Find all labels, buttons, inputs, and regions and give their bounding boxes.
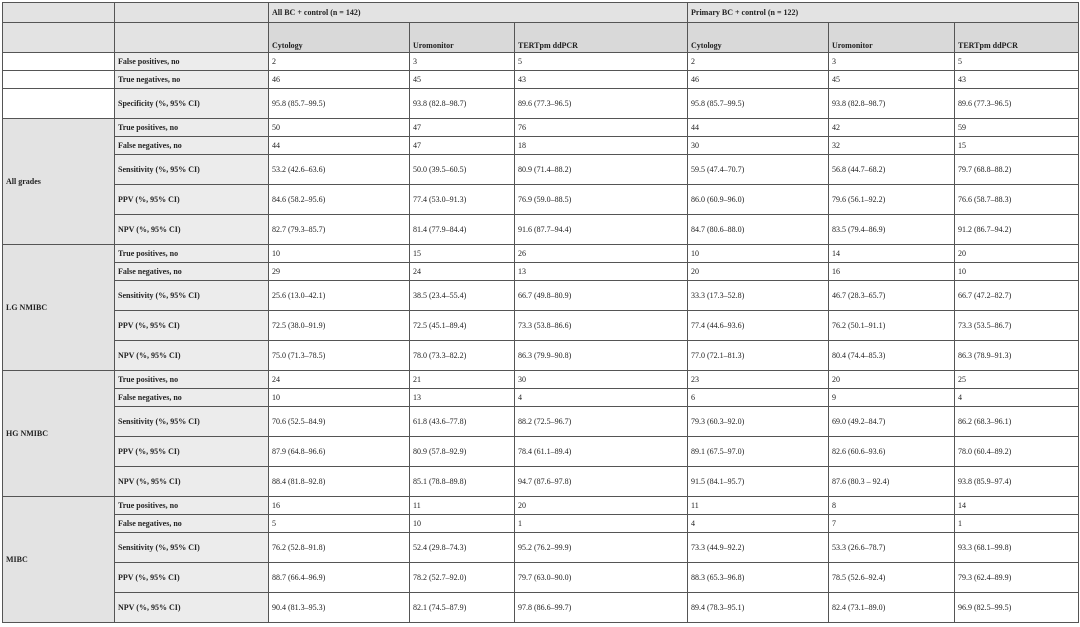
data-cell: 30 — [515, 371, 688, 389]
data-cell: 80.9 (71.4–88.2) — [515, 155, 688, 185]
data-cell: 88.2 (72.5–96.7) — [515, 407, 688, 437]
data-cell: 79.7 (68.8–88.2) — [955, 155, 1079, 185]
table-row — [3, 89, 1079, 119]
data-cell: 20 — [688, 263, 829, 281]
data-cell: 84.6 (58.2–95.6) — [269, 185, 410, 215]
column-header: Uromonitor — [829, 23, 955, 53]
data-cell: 56.8 (44.7–68.2) — [829, 155, 955, 185]
data-cell: 13 — [515, 263, 688, 281]
data-cell: 45 — [410, 71, 515, 89]
data-cell: 13 — [410, 389, 515, 407]
data-cell: 66.7 (49.8–80.9) — [515, 281, 688, 311]
data-cell: 32 — [829, 137, 955, 155]
data-cell: 87.6 (80.3 – 92.4) — [829, 467, 955, 497]
table-row — [3, 563, 1079, 593]
table-row — [3, 533, 1079, 563]
data-cell: 86.2 (68.3–96.1) — [955, 407, 1079, 437]
data-cell: 86.0 (60.9–96.0) — [688, 185, 829, 215]
data-cell: 83.5 (79.4–86.9) — [829, 215, 955, 245]
column-header: Cytology — [688, 23, 829, 53]
row-label: False negatives, no — [115, 263, 269, 281]
data-cell: 77.4 (53.0–91.3) — [410, 185, 515, 215]
data-cell: 45 — [829, 71, 955, 89]
data-cell: 8 — [829, 497, 955, 515]
data-cell: 91.5 (84.1–95.7) — [688, 467, 829, 497]
data-cell: 93.8 (85.9–97.4) — [955, 467, 1079, 497]
row-group-blank — [3, 53, 115, 71]
data-cell: 72.5 (38.0–91.9) — [269, 311, 410, 341]
data-cell: 3 — [410, 53, 515, 71]
data-cell: 88.7 (66.4–96.9) — [269, 563, 410, 593]
data-cell: 79.7 (63.0–90.0) — [515, 563, 688, 593]
results-table-container — [2, 2, 1078, 623]
table-row — [3, 371, 1079, 389]
data-cell: 82.7 (79.3–85.7) — [269, 215, 410, 245]
data-cell: 95.2 (76.2–99.9) — [515, 533, 688, 563]
data-cell: 33.3 (17.3–52.8) — [688, 281, 829, 311]
data-cell: 77.4 (44.6–93.6) — [688, 311, 829, 341]
data-cell: 29 — [269, 263, 410, 281]
data-cell: 93.8 (82.8–98.7) — [410, 89, 515, 119]
header-row-columns — [3, 23, 1079, 53]
data-cell: 75.0 (71.3–78.5) — [269, 341, 410, 371]
data-cell: 76.6 (58.7–88.3) — [955, 185, 1079, 215]
data-cell: 20 — [955, 245, 1079, 263]
column-header: TERTpm ddPCR — [955, 23, 1079, 53]
data-cell: 95.8 (85.7–99.5) — [269, 89, 410, 119]
data-cell: 25 — [955, 371, 1079, 389]
row-group-label: HG NMIBC — [3, 371, 115, 497]
data-cell: 76.9 (59.0–88.5) — [515, 185, 688, 215]
data-cell: 90.4 (81.3–95.3) — [269, 593, 410, 623]
table-row — [3, 137, 1079, 155]
data-cell: 66.7 (47.2–82.7) — [955, 281, 1079, 311]
data-cell: 73.3 (44.9–92.2) — [688, 533, 829, 563]
row-group-label: MIBC — [3, 497, 115, 623]
data-cell: 4 — [515, 389, 688, 407]
results-table — [2, 2, 1079, 623]
table-row — [3, 119, 1079, 137]
header-blank-cell — [115, 3, 269, 23]
data-cell: 46 — [269, 71, 410, 89]
header-group-all-bc: All BC + control (n = 142) — [269, 3, 688, 23]
data-cell: 11 — [410, 497, 515, 515]
row-label: NPV (%, 95% CI) — [115, 341, 269, 371]
data-cell: 47 — [410, 119, 515, 137]
row-group-label: LG NMIBC — [3, 245, 115, 371]
data-cell: 70.6 (52.5–84.9) — [269, 407, 410, 437]
data-cell: 82.1 (74.5–87.9) — [410, 593, 515, 623]
data-cell: 25.6 (13.0–42.1) — [269, 281, 410, 311]
row-label: PPV (%, 95% CI) — [115, 185, 269, 215]
row-label: PPV (%, 95% CI) — [115, 311, 269, 341]
data-cell: 78.0 (60.4–89.2) — [955, 437, 1079, 467]
table-row — [3, 593, 1079, 623]
data-cell: 85.1 (78.8–89.8) — [410, 467, 515, 497]
data-cell: 79.3 (60.3–92.0) — [688, 407, 829, 437]
table-row — [3, 71, 1079, 89]
table-row — [3, 467, 1079, 497]
data-cell: 77.0 (72.1–81.3) — [688, 341, 829, 371]
data-cell: 16 — [829, 263, 955, 281]
row-label: NPV (%, 95% CI) — [115, 215, 269, 245]
data-cell: 91.2 (86.7–94.2) — [955, 215, 1079, 245]
data-cell: 88.4 (81.8–92.8) — [269, 467, 410, 497]
data-cell: 86.3 (79.9–90.8) — [515, 341, 688, 371]
data-cell: 11 — [688, 497, 829, 515]
table-row — [3, 437, 1079, 467]
data-cell: 50 — [269, 119, 410, 137]
header-group-primary-bc: Primary BC + control (n = 122) — [688, 3, 1079, 23]
row-group-label: All grades — [3, 119, 115, 245]
data-cell: 96.9 (82.5–99.5) — [955, 593, 1079, 623]
row-label: Specificity (%, 95% CI) — [115, 89, 269, 119]
data-cell: 44 — [269, 137, 410, 155]
data-cell: 30 — [688, 137, 829, 155]
data-cell: 89.6 (77.3–96.5) — [955, 89, 1079, 119]
data-cell: 95.8 (85.7–99.5) — [688, 89, 829, 119]
table-row — [3, 281, 1079, 311]
data-cell: 10 — [688, 245, 829, 263]
table-row — [3, 311, 1079, 341]
data-cell: 78.5 (52.6–92.4) — [829, 563, 955, 593]
row-label: True positives, no — [115, 497, 269, 515]
data-cell: 5 — [515, 53, 688, 71]
data-cell: 84.7 (80.6–88.0) — [688, 215, 829, 245]
data-cell: 6 — [688, 389, 829, 407]
data-cell: 42 — [829, 119, 955, 137]
row-group-blank — [3, 71, 115, 89]
column-header: Uromonitor — [410, 23, 515, 53]
row-label: PPV (%, 95% CI) — [115, 437, 269, 467]
data-cell: 18 — [515, 137, 688, 155]
data-cell: 94.7 (87.6–97.8) — [515, 467, 688, 497]
data-cell: 59 — [955, 119, 1079, 137]
data-cell: 79.3 (62.4–89.9) — [955, 563, 1079, 593]
table-row — [3, 389, 1079, 407]
data-cell: 61.8 (43.6–77.8) — [410, 407, 515, 437]
data-cell: 78.0 (73.3–82.2) — [410, 341, 515, 371]
table-row — [3, 341, 1079, 371]
data-cell: 53.3 (26.6–78.7) — [829, 533, 955, 563]
column-header: TERTpm ddPCR — [515, 23, 688, 53]
data-cell: 5 — [955, 53, 1079, 71]
header-blank-cell — [115, 23, 269, 53]
table-row — [3, 185, 1079, 215]
data-cell: 1 — [515, 515, 688, 533]
row-label: False positives, no — [115, 53, 269, 71]
data-cell: 52.4 (29.8–74.3) — [410, 533, 515, 563]
row-label: NPV (%, 95% CI) — [115, 467, 269, 497]
data-cell: 88.3 (65.3–96.8) — [688, 563, 829, 593]
data-cell: 15 — [410, 245, 515, 263]
data-cell: 10 — [269, 245, 410, 263]
header-blank-cell — [3, 3, 115, 23]
data-cell: 80.9 (57.8–92.9) — [410, 437, 515, 467]
data-cell: 93.8 (82.8–98.7) — [829, 89, 955, 119]
header-blank-cell — [3, 23, 115, 53]
data-cell: 87.9 (64.8–96.6) — [269, 437, 410, 467]
data-cell: 24 — [410, 263, 515, 281]
data-cell: 82.4 (73.1–89.0) — [829, 593, 955, 623]
data-cell: 79.6 (56.1–92.2) — [829, 185, 955, 215]
row-label: False negatives, no — [115, 389, 269, 407]
row-label: False negatives, no — [115, 515, 269, 533]
data-cell: 7 — [829, 515, 955, 533]
data-cell: 91.6 (87.7–94.4) — [515, 215, 688, 245]
data-cell: 5 — [269, 515, 410, 533]
data-cell: 78.2 (52.7–92.0) — [410, 563, 515, 593]
table-row — [3, 497, 1079, 515]
data-cell: 72.5 (45.1–89.4) — [410, 311, 515, 341]
data-cell: 24 — [269, 371, 410, 389]
data-cell: 82.6 (60.6–93.6) — [829, 437, 955, 467]
table-row — [3, 53, 1079, 71]
data-cell: 21 — [410, 371, 515, 389]
row-label: PPV (%, 95% CI) — [115, 563, 269, 593]
data-cell: 44 — [688, 119, 829, 137]
data-cell: 81.4 (77.9–84.4) — [410, 215, 515, 245]
data-cell: 86.3 (78.9–91.3) — [955, 341, 1079, 371]
data-cell: 46 — [688, 71, 829, 89]
data-cell: 89.1 (67.5–97.0) — [688, 437, 829, 467]
data-cell: 59.5 (47.4–70.7) — [688, 155, 829, 185]
table-row — [3, 245, 1079, 263]
data-cell: 3 — [829, 53, 955, 71]
data-cell: 76.2 (50.1–91.1) — [829, 311, 955, 341]
data-cell: 80.4 (74.4–85.3) — [829, 341, 955, 371]
column-header: Cytology — [269, 23, 410, 53]
row-label: True negatives, no — [115, 71, 269, 89]
data-cell: 38.5 (23.4–55.4) — [410, 281, 515, 311]
data-cell: 97.8 (86.6–99.7) — [515, 593, 688, 623]
data-cell: 9 — [829, 389, 955, 407]
data-cell: 10 — [955, 263, 1079, 281]
table-row — [3, 155, 1079, 185]
data-cell: 53.2 (42.6–63.6) — [269, 155, 410, 185]
data-cell: 14 — [829, 245, 955, 263]
row-label: True positives, no — [115, 371, 269, 389]
row-label: Sensitivity (%, 95% CI) — [115, 533, 269, 563]
data-cell: 78.4 (61.1–89.4) — [515, 437, 688, 467]
data-cell: 26 — [515, 245, 688, 263]
data-cell: 50.0 (39.5–60.5) — [410, 155, 515, 185]
data-cell: 4 — [955, 389, 1079, 407]
header-row-groups — [3, 3, 1079, 23]
row-label: True positives, no — [115, 119, 269, 137]
data-cell: 73.3 (53.8–86.6) — [515, 311, 688, 341]
data-cell: 10 — [269, 389, 410, 407]
data-cell: 14 — [955, 497, 1079, 515]
data-cell: 10 — [410, 515, 515, 533]
data-cell: 89.4 (78.3–95.1) — [688, 593, 829, 623]
data-cell: 15 — [955, 137, 1079, 155]
data-cell: 20 — [829, 371, 955, 389]
row-label: Sensitivity (%, 95% CI) — [115, 407, 269, 437]
data-cell: 4 — [688, 515, 829, 533]
data-cell: 2 — [688, 53, 829, 71]
data-cell: 16 — [269, 497, 410, 515]
data-cell: 73.3 (53.5–86.7) — [955, 311, 1079, 341]
data-cell: 1 — [955, 515, 1079, 533]
data-cell: 76 — [515, 119, 688, 137]
data-cell: 43 — [515, 71, 688, 89]
table-row — [3, 515, 1079, 533]
table-row — [3, 263, 1079, 281]
data-cell: 76.2 (52.8–91.8) — [269, 533, 410, 563]
data-cell: 20 — [515, 497, 688, 515]
row-label: True positives, no — [115, 245, 269, 263]
data-cell: 43 — [955, 71, 1079, 89]
row-group-blank — [3, 89, 115, 119]
data-cell: 93.3 (68.1–99.8) — [955, 533, 1079, 563]
data-cell: 89.6 (77.3–96.5) — [515, 89, 688, 119]
row-label: Sensitivity (%, 95% CI) — [115, 155, 269, 185]
data-cell: 46.7 (28.3–65.7) — [829, 281, 955, 311]
row-label: NPV (%, 95% CI) — [115, 593, 269, 623]
data-cell: 23 — [688, 371, 829, 389]
data-cell: 69.0 (49.2–84.7) — [829, 407, 955, 437]
table-row — [3, 407, 1079, 437]
row-label: False negatives, no — [115, 137, 269, 155]
row-label: Sensitivity (%, 95% CI) — [115, 281, 269, 311]
data-cell: 47 — [410, 137, 515, 155]
table-row — [3, 215, 1079, 245]
data-cell: 2 — [269, 53, 410, 71]
